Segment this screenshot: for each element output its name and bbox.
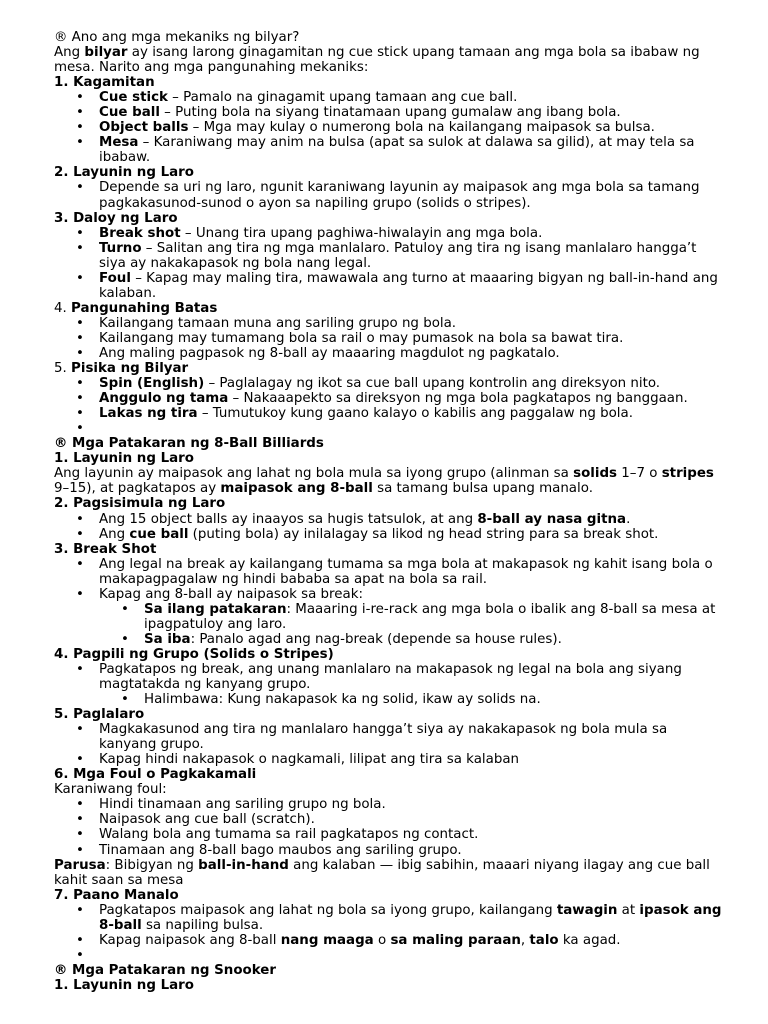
bold-text: ball-in-hand: [198, 857, 289, 873]
text-run: Pagkatapos ng break, ang unang manlalaro na makapasok ng legal na bola ang siyang magtatakda ng kanyang grupo.: [99, 661, 682, 693]
list-item: [54, 632, 722, 647]
bold-text: Spin (English): [99, 376, 205, 392]
text-run: – Paglalagay ng ikot sa cue ball upang kontrolin ang direksyon nito.: [204, 376, 661, 392]
bold-text: 6. Mga Foul o Pagkakamali: [54, 767, 257, 783]
bold-text: Break shot: [99, 225, 181, 241]
bullet-list: [54, 722, 722, 767]
bold-text: 2. Pagsisimula ng Laro: [54, 496, 226, 512]
bold-text: 7. Paano Manalo: [54, 887, 179, 903]
text-run: Hindi tinamaan ang sariling grupo ng bola.: [99, 797, 386, 813]
list-item: [54, 843, 722, 858]
list-item: [54, 602, 722, 632]
paragraph: [54, 978, 722, 993]
text-run: – Nakaaapekto sa direksyon ng mga bola pagkatapos ng banggaan.: [228, 391, 688, 407]
text-run: sa napiling bulsa.: [141, 917, 264, 933]
bold-text: 5. Paglalaro: [54, 707, 145, 723]
bold-text: Object balls: [99, 120, 189, 136]
bold-text: ® Mga Patakaran ng Snooker: [54, 962, 276, 978]
bold-text: ® Mga Patakaran ng 8-Ball Billiards: [54, 436, 324, 452]
list-item: [54, 316, 722, 331]
text-run: sa tamang bulsa upang manalo.: [372, 481, 593, 497]
bold-text: cue ball: [129, 526, 189, 542]
list-item: [54, 557, 722, 587]
text-run: at: [617, 902, 640, 918]
bold-text: talo: [529, 932, 559, 948]
paragraph: [54, 707, 722, 722]
text-run: – Mga may kulay o numerong bola na kailangang maipasok sa bulsa.: [188, 120, 655, 136]
bullet-list: [54, 662, 722, 692]
bullet-list: [54, 226, 722, 301]
text-run: Naipasok ang cue ball (scratch).: [99, 812, 315, 828]
paragraph: [54, 767, 722, 782]
list-item: [54, 512, 722, 527]
text-run: Pagkatapos maipasok ang lahat ng bola sa iyong grupo, kailangang: [99, 902, 557, 918]
bold-text: Pisika ng Bilyar: [71, 361, 189, 377]
text-run: Kailangang tamaan muna ang sariling grupo ng bola.: [99, 315, 457, 331]
text-run: Magkakasunod ang tira ng manlalaro hangga’t siya ay nakakapasok ng bola mula sa kanyang grupo.: [99, 722, 668, 753]
list-item: [54, 241, 722, 271]
paragraph: [54, 361, 722, 376]
bold-text: bilyar: [84, 45, 128, 61]
nested-bullet-list: [54, 602, 722, 647]
text-run: Ang: [99, 526, 130, 542]
bold-text: Lakas ng tira: [99, 406, 198, 422]
bold-text: Turno: [99, 240, 142, 256]
bold-text: 3. Break Shot: [54, 541, 157, 557]
text-run: : Maaaring i-re-rack ang mga bola o ibalik ang 8-ball sa mesa at ipagpatuloy ang laro.: [144, 601, 716, 632]
bullet-list: [54, 797, 722, 857]
paragraph: [54, 45, 722, 75]
text-run: Kailangang may tumamang bola sa rail o may pumasok na bola sa bawat tira.: [99, 330, 624, 346]
text-run: o: [373, 932, 391, 948]
list-item: [54, 331, 722, 346]
list-item: [54, 527, 722, 542]
text-run: Ang legal na break ay kailangang tumama sa mga bola at makapasok ng kahit isang bola o makapagpagalaw ng hindi bababa sa apat na bola sa rail.: [99, 556, 713, 587]
paragraph: [54, 436, 722, 451]
text-run: – Unang tira upang paghiwa-hiwalayin ang mga bola.: [180, 225, 543, 241]
bullet-list: [54, 903, 722, 963]
text-run: ay isang larong ginagamitan ng cue stick upang tamaan ang mga bola sa ibabaw ng mesa. Narito ang mga pangunahing mekaniks:: [54, 45, 700, 76]
paragraph: [54, 542, 722, 557]
list-item: [54, 797, 722, 812]
bold-text: 1. Layunin ng Laro: [54, 451, 194, 467]
bold-text: 2. Layunin ng Laro: [54, 165, 194, 181]
text-run: – Puting bola na siyang tinatamaan upang gumalaw ang ibang bola.: [159, 105, 621, 121]
text-run: Ang 15 object balls ay inaayos sa hugis tatsulok, at ang: [99, 511, 478, 527]
text-run: ® Ano ang mga mekaniks ng bilyar?: [54, 30, 300, 45]
paragraph: [54, 466, 722, 496]
text-run: (puting bola) ay inilalagay sa likod ng head string para sa break shot.: [188, 526, 659, 542]
paragraph: [54, 888, 722, 903]
bold-text: 4. Pagpili ng Grupo (Solids o Stripes): [54, 646, 334, 662]
bold-text: 8-ball ay nasa gitna: [477, 511, 627, 527]
bullet-list: [54, 90, 722, 165]
paragraph: [54, 496, 722, 511]
bold-text: Pangunahing Batas: [71, 300, 218, 316]
bold-text: Sa iba: [144, 631, 191, 647]
bullet-list: [54, 316, 722, 361]
bold-text: 1. Layunin ng Laro: [54, 977, 194, 993]
bold-text: Sa ilang patakaran: [144, 601, 287, 617]
paragraph: [54, 963, 722, 978]
text-run: – Tumutukoy kung gaano kalayo o kabilis ang paggalaw ng bola.: [197, 406, 633, 422]
text-run: Ang: [54, 45, 85, 61]
list-item: [54, 948, 722, 963]
bullet-list: [54, 376, 722, 436]
text-run: Depende sa uri ng laro, ngunit karaniwang layunin ay maipasok ang mga bola sa tamang pagkakasunod-sunod o ayon sa napiling grupo (solids o stripes).: [99, 180, 700, 211]
text-run: – Salitan ang tira ng mga manlalaro. Patuloy ang tira ng isang manlalaro hangga’t siya ay nakakapasok ng bola nang legal.: [99, 240, 697, 271]
list-item: [54, 346, 722, 361]
list-item: [54, 587, 722, 602]
text-run: : Panalo agad ang nag-break (depende sa house rules).: [190, 631, 562, 647]
bold-text: stripes: [661, 466, 714, 482]
text-run: Ang layunin ay maipasok ang lahat ng bola mula sa iyong grupo (alinman sa: [54, 466, 574, 482]
bold-text: Cue stick: [99, 90, 168, 106]
paragraph: [54, 301, 722, 316]
paragraph: [54, 211, 722, 226]
paragraph: [54, 451, 722, 466]
list-item: [54, 406, 722, 421]
text-run: Ang maling pagpasok ng 8-ball ay maaaring magdulot ng pagkatalo.: [99, 345, 560, 361]
text-run: ang kalaban — ibig sabihin, maaari niyang ilagay ang cue ball kahit saan sa mesa: [54, 857, 710, 888]
bullet-list: [54, 180, 722, 210]
list-item: [54, 722, 722, 752]
bold-text: 3. Daloy ng Laro: [54, 210, 178, 226]
text-run: Tinamaan ang 8-ball bago maubos ang sariling grupo.: [99, 842, 462, 858]
list-item: [54, 662, 722, 692]
bold-text: Mesa: [99, 135, 139, 151]
text-run: Kapag hindi nakapasok o nagkamali, lilipat ang tira sa kalaban: [99, 752, 520, 768]
list-item: [54, 692, 722, 707]
paragraph: [54, 75, 722, 90]
list-item: [54, 903, 722, 933]
text-run: Walang bola ang tumama sa rail pagkatapos ng contact.: [99, 827, 479, 843]
bold-text: maipasok ang 8-ball: [220, 481, 373, 497]
text-run: – Kapag may maling tira, mawawala ang turno at maaaring bigyan ng ball-in-hand ang kalaban.: [99, 270, 718, 301]
bold-text: Parusa: [54, 857, 106, 873]
text-run: 1–7 o: [617, 466, 662, 482]
bold-text: Anggulo ng tama: [99, 391, 229, 407]
text-run: Kapag naipasok ang 8-ball: [99, 932, 281, 948]
bullet-list: [54, 557, 722, 602]
paragraph: [54, 858, 722, 888]
list-item: [54, 827, 722, 842]
bold-text: Foul: [99, 270, 131, 286]
list-item: [54, 421, 722, 436]
bullet-list: [54, 512, 722, 542]
text-run: .: [626, 511, 631, 527]
bold-text: ipasok ang 8-ball: [99, 902, 722, 933]
list-item: [54, 271, 722, 301]
text-run: Kapag ang 8-ball ay naipasok sa break:: [99, 586, 363, 602]
text-run: ka agad.: [558, 932, 621, 948]
list-item: [54, 812, 722, 827]
text-run: Karaniwang foul:: [54, 782, 167, 798]
list-item: [54, 90, 722, 105]
paragraph: [54, 165, 722, 180]
text-run: – Karaniwang may anim na bulsa (apat sa sulok at dalawa sa gilid), at may tela sa ibabaw.: [99, 135, 695, 166]
nested-bullet-list: [54, 692, 722, 707]
bold-text: sa maling paraan: [390, 932, 521, 948]
list-item: [54, 933, 722, 948]
list-item: [54, 180, 722, 210]
bold-text: 1. Kagamitan: [54, 75, 155, 91]
list-item: [54, 120, 722, 135]
list-item: [54, 376, 722, 391]
bold-text: nang maaga: [280, 932, 374, 948]
text-run: : Bibigyan ng: [105, 857, 199, 873]
list-item: [54, 752, 722, 767]
document-body: [54, 30, 722, 993]
bold-text: Cue ball: [99, 105, 160, 121]
bold-text: tawagin: [556, 902, 618, 918]
paragraph: [54, 30, 722, 45]
text-run: ,: [520, 932, 530, 948]
text-run: Halimbawa: Kung nakapasok ka ng solid, ikaw ay solids na.: [144, 692, 541, 708]
paragraph: [54, 647, 722, 662]
list-item: [54, 105, 722, 120]
text-run: 9–15), at pagkatapos ay: [54, 481, 221, 497]
text-run: – Pamalo na ginagamit upang tamaan ang cue ball.: [167, 90, 518, 106]
list-item: [54, 226, 722, 241]
text-run: 5.: [54, 361, 72, 377]
bold-text: solids: [573, 466, 617, 482]
text-run: 4.: [54, 300, 72, 316]
list-item: [54, 135, 722, 165]
paragraph: [54, 782, 722, 797]
list-item: [54, 391, 722, 406]
